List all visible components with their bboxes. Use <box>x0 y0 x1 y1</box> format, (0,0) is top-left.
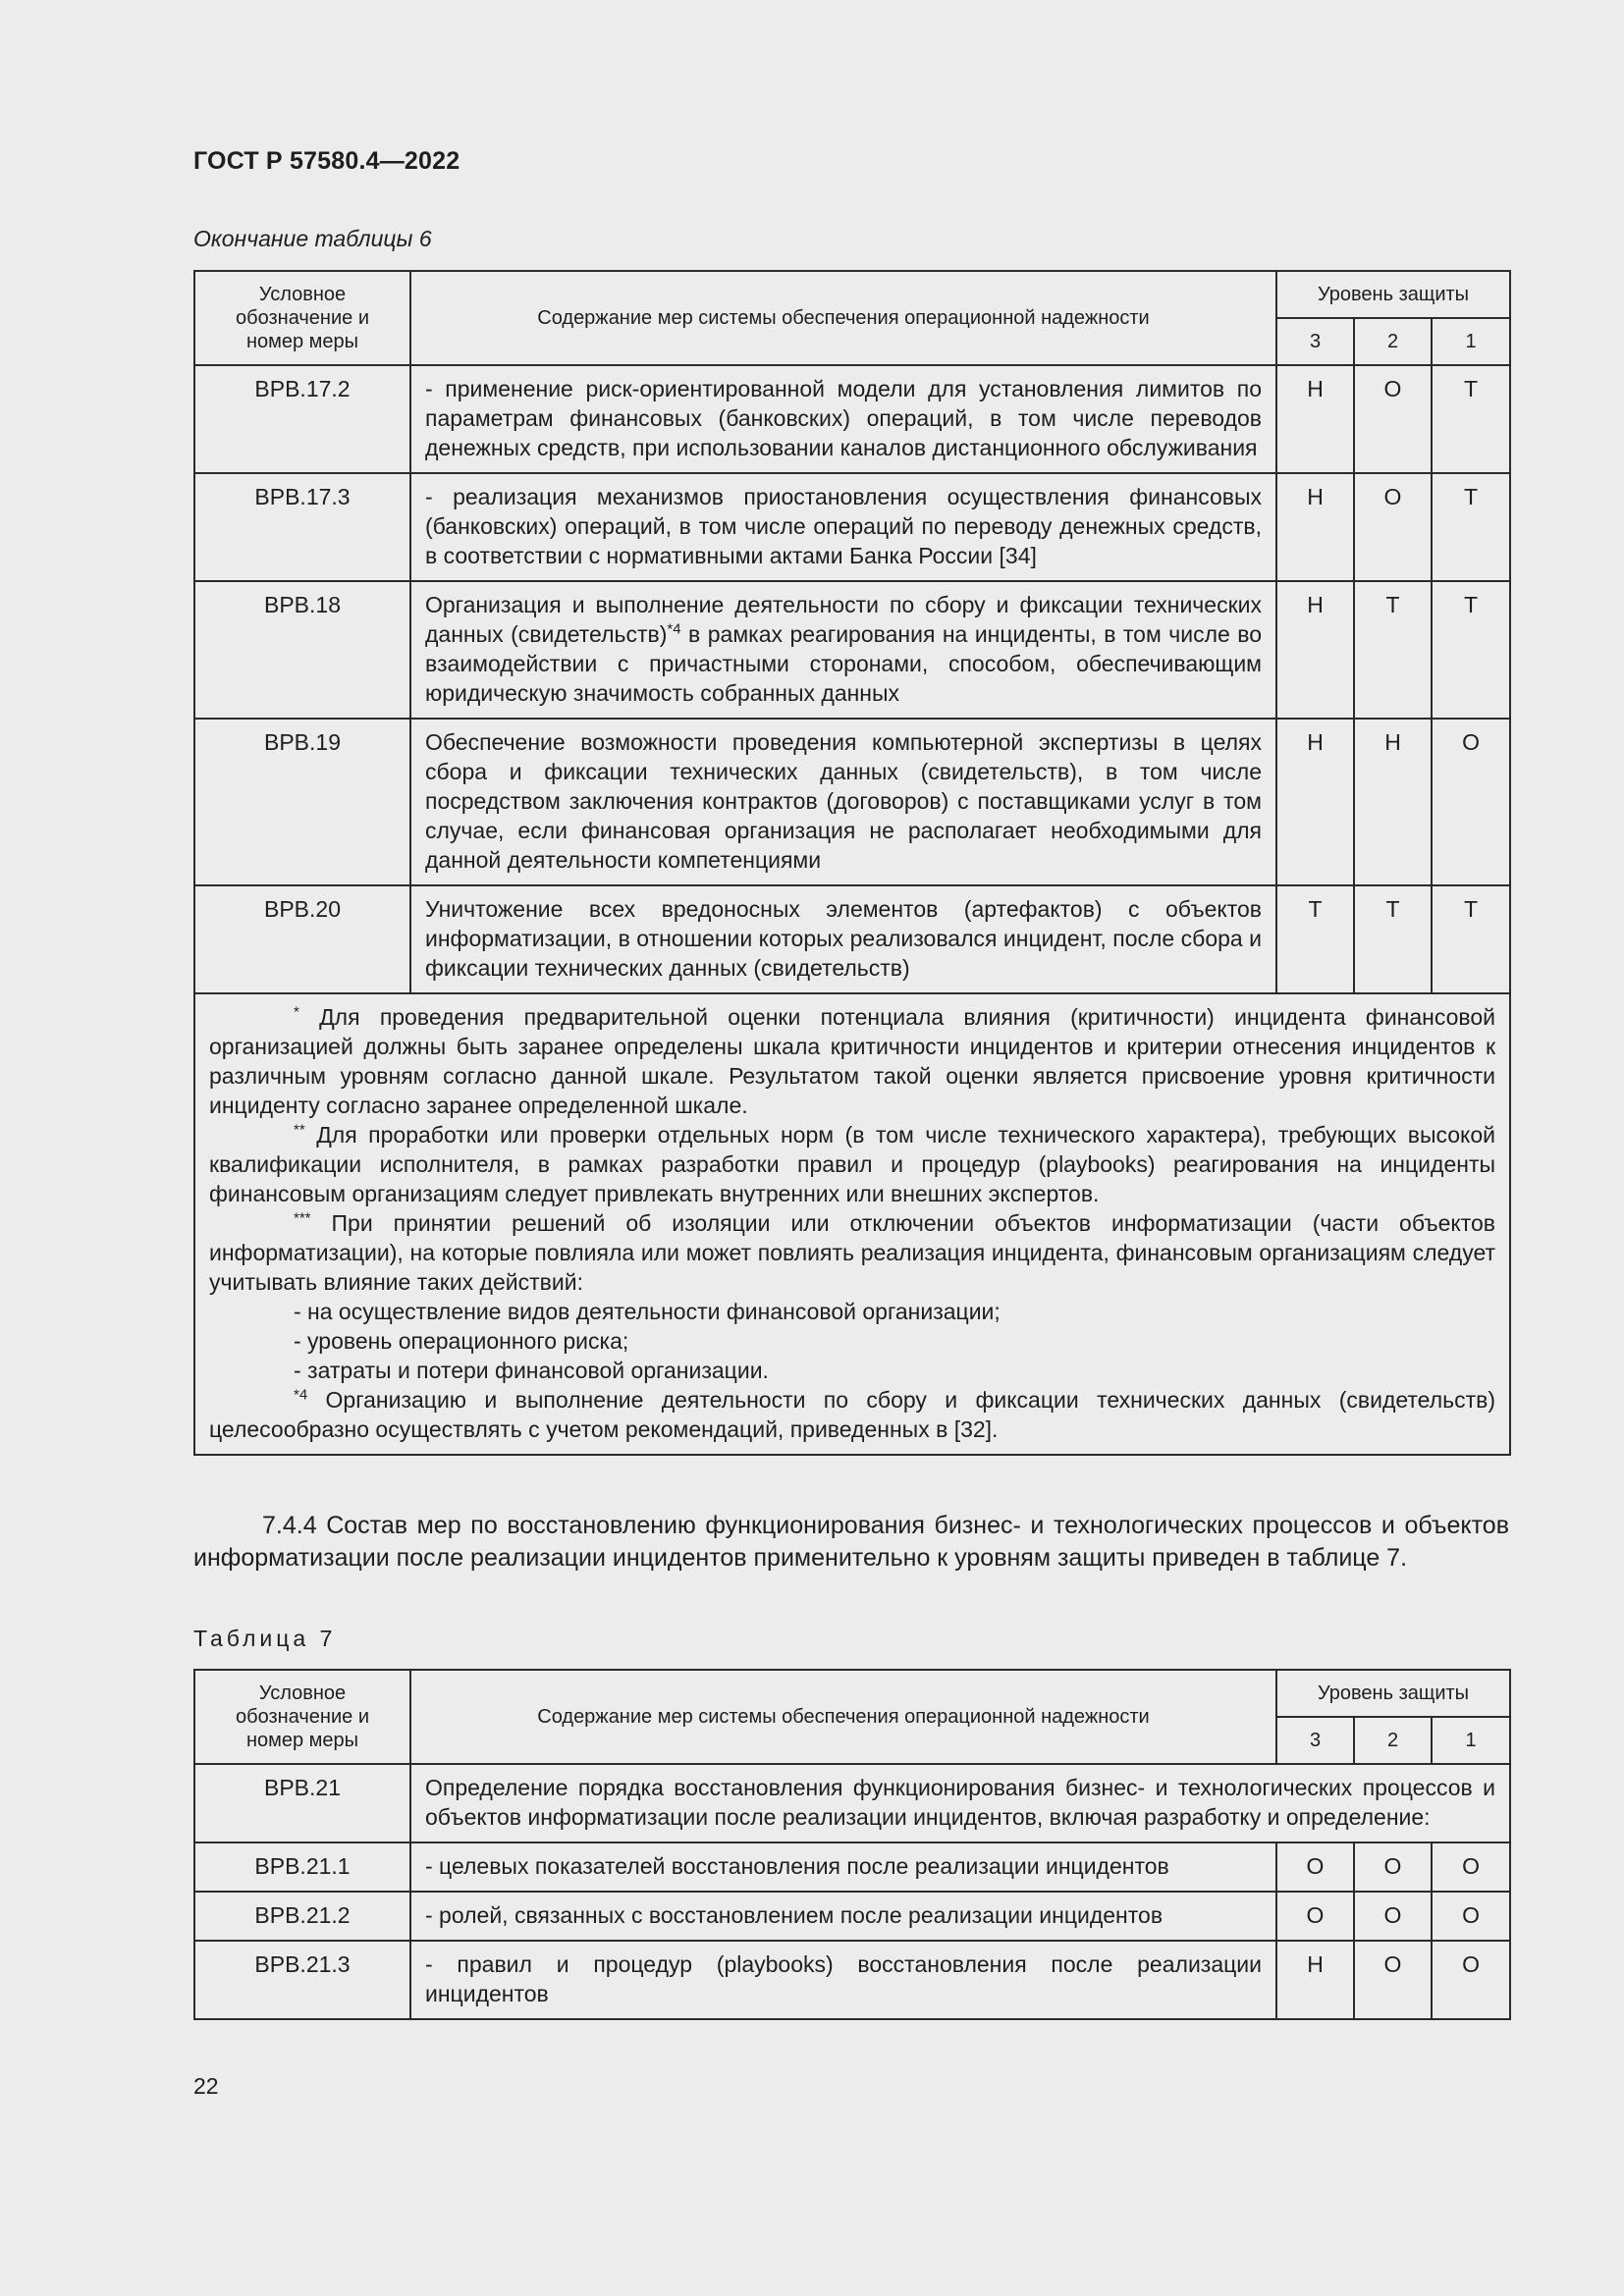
footnote-1 <box>209 1002 1495 1120</box>
header-level-1: 1 <box>1432 1717 1510 1764</box>
table7-caption: Таблица 7 <box>193 1626 337 1651</box>
measure-text: Уничтожение всех вредоносных элементов (артефактов) с объектов информатизации, в отношении которых реализовался инцидент, после сбора и фиксации технических данных (свидетельств) <box>410 885 1276 993</box>
measure-code: ВРВ.17.3 <box>194 473 410 581</box>
measure-text: - целевых показателей восстановления после реализации инцидентов <box>410 1842 1276 1892</box>
header-level: Уровень защиты <box>1276 1670 1510 1717</box>
header-level-3: 3 <box>1276 1717 1354 1764</box>
header-content: Содержание мер системы обеспечения операционной надежности <box>410 1670 1276 1764</box>
header-code: Условное обозначение и номер меры <box>194 1670 410 1764</box>
table-row <box>194 473 1510 581</box>
table-row <box>194 581 1510 719</box>
footnote-mark: ** <box>294 1121 305 1139</box>
level-2-value: О <box>1354 1941 1432 2019</box>
table-row <box>194 1764 1510 1842</box>
measure-code: ВРВ.17.2 <box>194 365 410 473</box>
table-notes-row <box>194 993 1510 1455</box>
header-level-2: 2 <box>1354 1717 1432 1764</box>
measure-code: ВРВ.21.3 <box>194 1941 410 2019</box>
measure-text: - применение риск-ориентированной модели для установления лимитов по параметрам финансовых (банковских) операций, в том числе переводов денежных средств, при использовании каналов дистанционного обслуживания <box>410 365 1276 473</box>
measure-code: ВРВ.21.1 <box>194 1842 410 1892</box>
measure-text: - реализация механизмов приостановления осуществления финансовых (банковских) операций, в том числе операций по переводу денежных средств, в соответствии с нормативными актами Банка России [34] <box>410 473 1276 581</box>
measure-code: ВРВ.21 <box>194 1764 410 1842</box>
measure-code: ВРВ.21.2 <box>194 1892 410 1941</box>
level-2-value: О <box>1354 365 1432 473</box>
footnote-2 <box>209 1120 1495 1208</box>
measure-text-part: Организация и выполнение деятельности по сбору и фиксации технических данных (свидетельств) <box>425 592 1262 647</box>
document-header: ГОСТ Р 57580.4—2022 <box>193 147 460 175</box>
header-code: Условное обозначение и номер меры <box>194 271 410 365</box>
header-level: Уровень защиты <box>1276 271 1510 318</box>
level-3-value: Т <box>1276 885 1354 993</box>
table-6 <box>193 270 1511 1456</box>
measure-text: - правил и процедур (playbooks) восстановления после реализации инцидентов <box>410 1941 1276 2019</box>
footnote-ref: *4 <box>667 620 681 638</box>
level-1-value: Т <box>1432 473 1510 581</box>
footnote-mark: * <box>294 1003 299 1021</box>
level-3-value: Н <box>1276 473 1354 581</box>
level-1-value: О <box>1432 719 1510 885</box>
measure-text: Обеспечение возможности проведения компьютерной экспертизы в целях сбора и фиксации технических данных (свидетельств), в том числе посредством заключения контрактов (договоров) с поставщиками услуг в том случае, если финансовая организация не располагает необходимыми для данной деятельности компетенциями <box>410 719 1276 885</box>
footnote-list-item: - затраты и потери финансовой организации. <box>294 1358 769 1383</box>
header-level-3: 3 <box>1276 318 1354 365</box>
level-1-value: О <box>1432 1842 1510 1892</box>
measure-text-part: в рамках реагирования на инциденты, в том числе во взаимодействии с причастными сторонами, способом, обеспечивающим юридическую значимость собранных данных <box>425 621 1262 706</box>
footnote-text: Для проработки или проверки отдельных норм (в том числе технического характера), требующих высокой квалификации исполнителя, в рамках разработки правил и процедур (playbooks) реагирования на инциденты финансовым организациям следует привлекать внутренних или внешних экспертов. <box>209 1122 1496 1206</box>
table-row <box>194 1941 1510 2019</box>
level-2-value: О <box>1354 1842 1432 1892</box>
measure-code: ВРВ.20 <box>194 885 410 993</box>
level-3-value: Н <box>1276 581 1354 719</box>
level-1-value: Т <box>1432 885 1510 993</box>
footnote-text: Для проведения предварительной оценки потенциала влияния (критичности) инцидента финансовой организацией должны быть заранее определены шкала критичности инцидентов и критерии отнесения инцидентов к различным уровням согласно данной шкале. Результатом такой оценки является присвоение уровня критичности инциденту согласно заранее определенной шкале. <box>209 1004 1496 1118</box>
measure-text: - ролей, связанных с восстановлением после реализации инцидентов <box>410 1892 1276 1941</box>
table-row <box>194 1842 1510 1892</box>
measure-text: Определение порядка восстановления функционирования бизнес- и технологических процессов и объектов информатизации после реализации инцидентов, включая разработку и определение: <box>410 1764 1510 1842</box>
header-level-2: 2 <box>1354 318 1432 365</box>
table-row <box>194 365 1510 473</box>
level-1-value: Т <box>1432 365 1510 473</box>
level-2-value: Н <box>1354 719 1432 885</box>
footnote-mark: *** <box>294 1209 311 1227</box>
table-7 <box>193 1669 1511 2020</box>
page-number: 22 <box>193 2073 219 2099</box>
table-row <box>194 1892 1510 1941</box>
header-level-1: 1 <box>1432 318 1510 365</box>
footnote-list-item: - уровень операционного риска; <box>294 1328 629 1354</box>
footnote-3 <box>209 1208 1495 1297</box>
level-2-value: О <box>1354 473 1432 581</box>
level-1-value: Т <box>1432 581 1510 719</box>
measure-code: ВРВ.18 <box>194 581 410 719</box>
level-2-value: Т <box>1354 885 1432 993</box>
level-1-value: О <box>1432 1892 1510 1941</box>
footnote-list-item: - на осуществление видов деятельности финансовой организации; <box>294 1299 1001 1324</box>
level-3-value: Н <box>1276 365 1354 473</box>
header-content: Содержание мер системы обеспечения операционной надежности <box>410 271 1276 365</box>
level-3-value: Н <box>1276 719 1354 885</box>
table6-caption: Окончание таблицы 6 <box>193 226 432 251</box>
footnote-mark: *4 <box>294 1386 308 1404</box>
level-3-value: Н <box>1276 1941 1354 2019</box>
level-1-value: О <box>1432 1941 1510 2019</box>
level-3-value: О <box>1276 1892 1354 1941</box>
measure-text <box>410 581 1276 719</box>
footnote-text: При принятии решений об изоляции или отключении объектов информатизации (части объектов информатизации), на которые повлияла или может повлиять реализация инцидента, финансовым организациям следует учитывать влияние таких действий: <box>209 1210 1496 1295</box>
footnote-4 <box>209 1385 1495 1444</box>
level-2-value: Т <box>1354 581 1432 719</box>
table-notes <box>194 993 1510 1455</box>
measure-code: ВРВ.19 <box>194 719 410 885</box>
level-2-value: О <box>1354 1892 1432 1941</box>
footnote-text: Организацию и выполнение деятельности по сбору и фиксации технических данных (свидетельств) целесообразно осуществлять с учетом рекомендаций, приведенных в [32]. <box>209 1387 1496 1442</box>
section-paragraph: 7.4.4 Состав мер по восстановлению функционирования бизнес- и технологических процессов и объектов информатизации после реализации инцидентов применительно к уровням защиты приведен в таблице 7. <box>193 1512 1509 1572</box>
table-row <box>194 719 1510 885</box>
table-row <box>194 885 1510 993</box>
level-3-value: О <box>1276 1842 1354 1892</box>
